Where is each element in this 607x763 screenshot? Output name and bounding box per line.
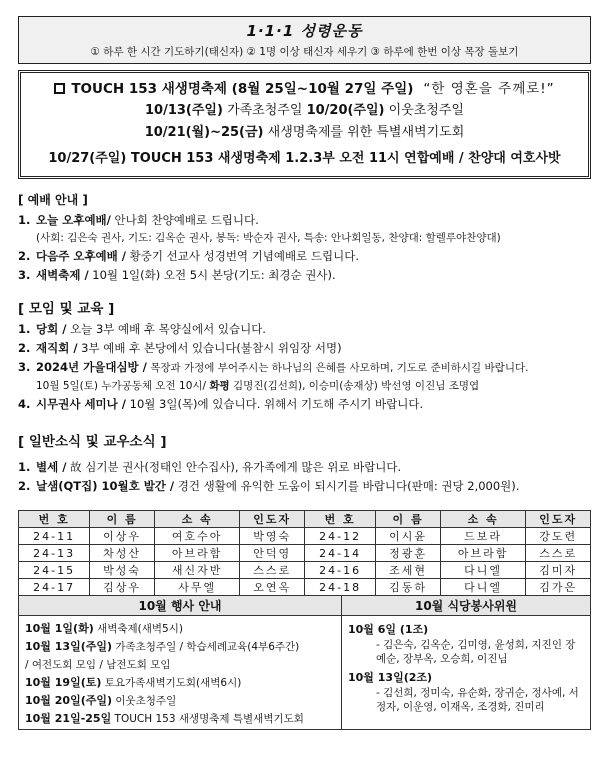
festival-quote: “한 영혼을 주께로!” [423,81,555,97]
family-sunday-date: 10/13(주일) [145,103,223,118]
news-section [18,430,591,496]
october-events-panel [19,596,342,729]
visitation-detail: 10월 5일(토) 누가공동체 오전 10시/ 화평 김명진(김선희), 이승미(송재상) 박선영 이진님 조명엽 [36,380,480,392]
bulletin-page [18,16,591,730]
list-item: 3. 2024년 가을대심방 / 목장과 가정에 부어주시는 하나님의 은혜를 사모하며, 기도로 준비하시길 바랍니다. [18,360,529,374]
list-item: 1. 당회 / 오늘 3부 예배 후 목양실에서 있습니다. [18,322,266,336]
meeting-heading: [ 모임 및 교육 ] [18,301,115,317]
banner-subtitle: ① 하루 한 시간 기도하기(태신자) ② 1명 이상 태신자 세우기 ③ 하루에 한번 이상 목장 돌보기 [90,46,519,58]
worship-section [18,191,591,285]
col-header: 인도자 [526,511,591,528]
list-item: 10월 6일 (1조) - 김은숙, 김옥순, 김미영, 윤성희, 지진인 장예순, 장부옥, 오승희, 이진님 [348,623,576,665]
checkbox-square-icon [54,83,65,94]
events-heading: 10월 행사 안내 [19,596,341,616]
cafeteria-volunteers-panel [342,596,590,729]
col-header: 이 름 [90,511,155,528]
new-member-roster [18,510,591,596]
list-item: 10월 20일(주일) 이웃초청주일 [25,694,177,707]
meeting-section [18,297,591,414]
col-header: 소 속 [440,511,526,528]
touch153-festival-box [18,70,591,179]
festival-title-line [25,78,584,100]
table-row: 24-13 차성산 아브라함 안덕영 24-14 정광훈 아브라함 스스로 [19,545,591,562]
spirit-movement-banner [18,16,591,64]
neighbor-sunday-date: 10/20(주일) [306,103,385,118]
banner-title: 1·1·1 성령운동 [246,22,363,40]
festival-title: TOUCH 153 새생명축제 (8월 25일~10월 27일 주일) [71,81,414,97]
col-header: 이 름 [376,511,441,528]
neighbor-sunday-label: 이웃초청주일 [384,103,464,118]
dawn-prayer-label: 새생명축제를 위한 특별새벽기도회 [263,125,465,140]
list-item: 2. 재직회 / 3부 예배 후 본당에서 있습니다(불참시 위임장 서명) [18,341,342,355]
worship-heading: [ 예배 안내 ] [18,193,88,207]
list-item: 3. 새벽축제 / 10월 1일(화) 오전 5시 본당(기도: 최경순 권사). [18,268,336,282]
list-item: 1. 별세 / 故 심기분 권사(정태인 안수집사), 유가족에게 많은 위로 바랍니다. [18,460,402,474]
table-header-row [19,511,591,528]
col-header: 소 속 [154,511,240,528]
table-row: 24-17 김상우 사무엘 오연옥 24-18 김동하 다니엘 김가은 [19,579,591,596]
volunteers-heading: 10월 식당봉사위원 [342,596,590,616]
list-item: 10월 1일(화) 새벽축제(새벽5시) [25,622,183,635]
news-heading: [ 일반소식 및 교우소식 ] [18,434,167,450]
col-header: 번 호 [304,511,375,528]
table-row: 24-15 박성숙 새신자반 스스로 24-16 조세현 다니엘 김미자 [19,562,591,579]
dawn-prayer-date: 10/21(월)~25(금) [144,125,264,140]
col-header: 인도자 [240,511,305,528]
table-row: 24-11 이상우 여호수아 박영숙 24-12 이시윤 드보라 강도련 [19,528,591,545]
dawn-prayer-line [25,122,584,144]
list-item: 10월 13일(2조) - 김선희, 정미숙, 유순화, 장귀순, 정사예, 서정자, 이운영, 이재옥, 조경화, 진미리 [348,671,579,713]
festival-service-line: 10/27(주일) TOUCH 153 새생명축제 1.2.3부 오전 11시 연합예배 / 찬양대 여호사밧 [48,151,561,166]
list-item: / 여전도회 모임 / 남전도회 모임 [25,659,171,671]
invitation-sundays-line [25,100,584,122]
list-item: 10월 13일(주일) 가족초청주일 / 학습세례교육(4부6주간) [25,640,300,653]
list-item: 2. 다음주 오후예배 / 황중기 선교사 성경번역 기념예배로 드립니다. [18,249,359,263]
list-item: 10월 19일(토) 토요가족새벽기도회(새벽6시) [25,676,242,689]
family-sunday-label: 가족초청주일 [222,103,307,118]
bottom-panels [18,596,591,730]
list-item: 2. 날샘(QT집) 10월호 발간 / 경건 생활에 유익한 도움이 되시기를 바랍니다(판매: 권당 2,000원). [18,479,520,493]
list-item: 10월 21일-25일 TOUCH 153 새생명축제 특별새벽기도회 [25,712,304,725]
col-header: 번 호 [19,511,90,528]
worship-item1-detail: (사회: 김은숙 권사, 기도: 김옥순 권사, 봉독: 박순자 권사, 특송: 안나회일동, 찬양대: 할렐루야찬양대) [36,232,501,244]
list-item: 1. 오늘 오후예배/ 안나회 찬양예배로 드립니다. [18,213,259,227]
list-item: 4. 시무권사 세미나 / 10월 3일(목)에 있습니다. 위해서 기도해 주시기 바랍니다. [18,397,424,411]
